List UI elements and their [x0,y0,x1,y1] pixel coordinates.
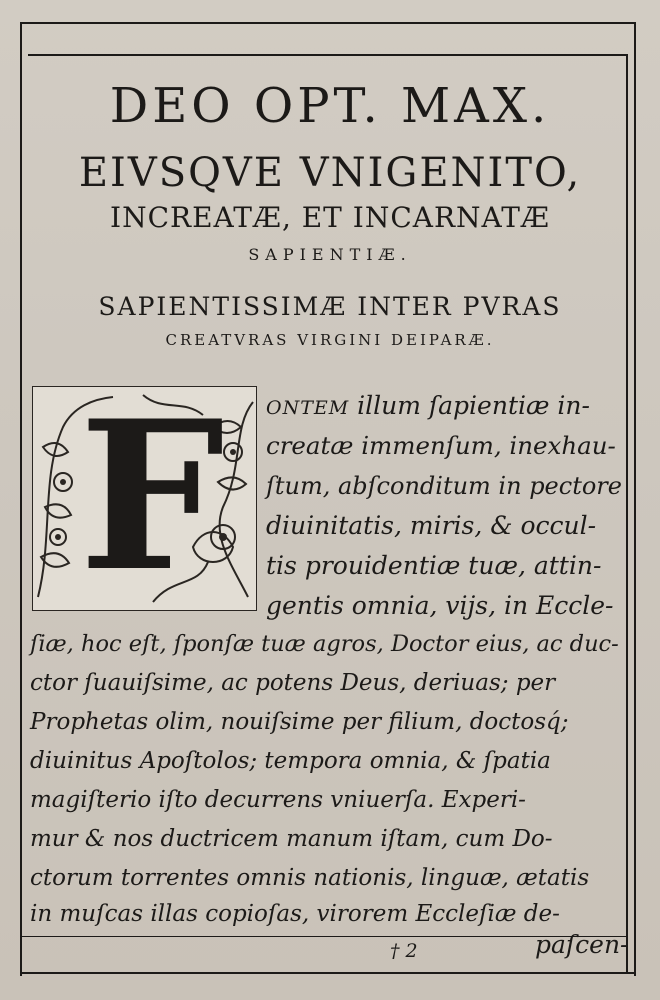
title-line-1: DEO OPT. MAX. [109,78,551,134]
text-line-8: ctor ſuauiſsime, ac potens Deus, deriuas; per [30,670,556,696]
title-line-6: CREATVRAS VIRGINI DEIPARÆ. [165,331,495,349]
text-line-11: magiſterio iſto decurrens vniuerſa. Experi- [30,787,526,813]
title-line-5: SAPIENTISSIMÆ INTER PVRAS [98,292,562,321]
text-line-3: ſtum, abſconditum in pectore [266,472,622,500]
text-line-13: ctorum torrentes omnis nationis, linguæ, ætatis [30,865,590,891]
text-line-12: mur & nos ductricem manum iſtam, cum Do- [30,826,553,852]
text-line-2: creatæ immenſum, inexhau- [266,431,616,460]
initial-letter: F [79,386,225,611]
first-word-caps: ONTEM [266,397,350,419]
text-line-5: tis prouidentiæ tuæ, attin- [266,551,602,580]
text-line-14: in muſcas illas copioſas, virorem Eccleſiæ de- [30,901,560,927]
decorated-initial [32,386,257,611]
text-line-9: Prophetas olim, nouiſsime per filium, doctosq́; [30,709,569,735]
title-line-4: SAPIENTIÆ. [248,245,412,264]
top-rule-outer [20,22,634,24]
text-line [266,392,590,422]
bottom-rule-outer [20,972,636,974]
title-line-3: INCREATÆ, ET INCARNATÆ [110,201,550,234]
title-line-2: EIVSQVE VNIGENITO, [78,150,582,196]
text-line-6: gentis omnia, vijs, in Eccle- [266,591,614,620]
text-line-4: diuinitatis, miris, & occul- [266,511,597,540]
top-rule-inner [28,54,628,56]
text-line-10: diuinitus Apoſtolos; tempora omnia, & ſpatia [30,748,551,774]
catchword: paſcen- [535,930,629,959]
signature-mark: † 2 [390,940,418,962]
text-line-7: ſiæ, hoc eſt, ſponſæ tuæ agros, Doctor eius, ac duc- [30,631,619,657]
text-line-1: illum ſapientiæ in- [349,391,590,420]
